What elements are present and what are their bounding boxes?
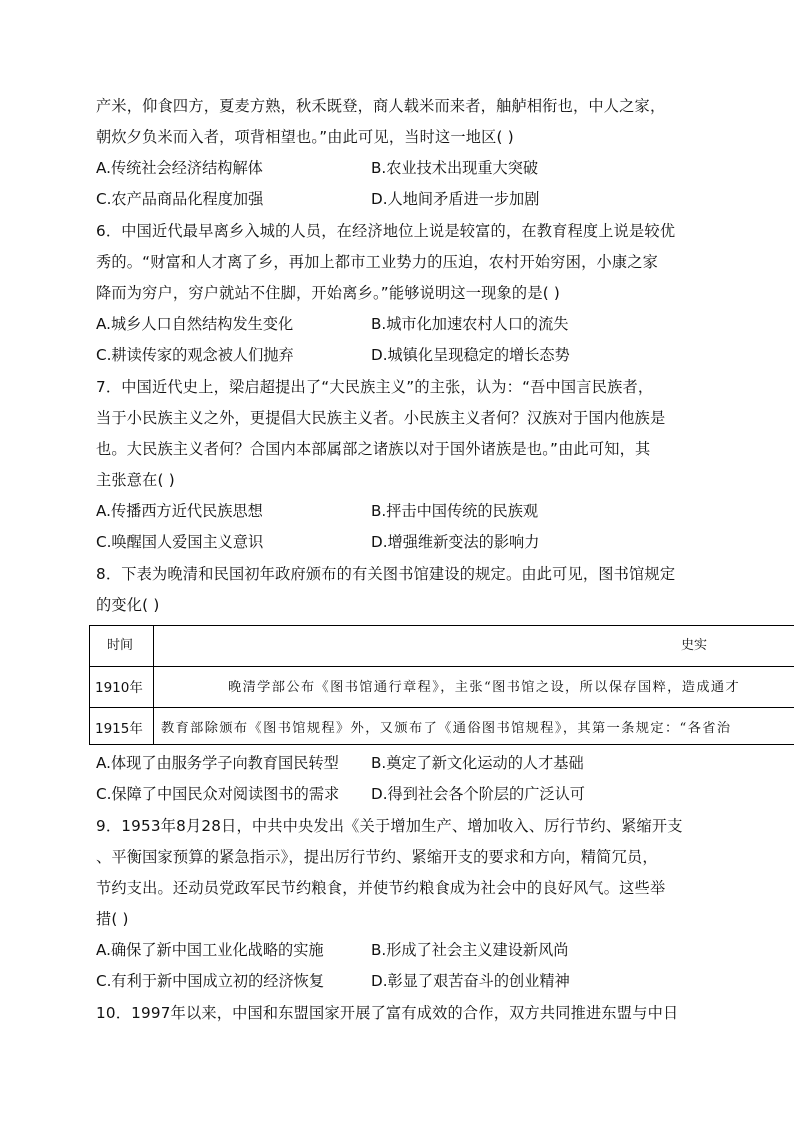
- q8-text-line-2: 的变化( ): [96, 596, 160, 614]
- q9-option-d: D.彰显了艰苦奋斗的创业精神: [371, 972, 570, 990]
- q5-option-a: A.传统社会经济结构解体: [96, 159, 263, 177]
- q6-option-c: C.耕读传家的观念被人们抛弃: [96, 346, 294, 364]
- q8-table: [89, 625, 794, 745]
- table-row-1-fact: 晚清学部公布《图书馆通行章程》，主张“图书馆之设，所以保存国粹，造成通才: [228, 680, 741, 695]
- q6-option-b: B.城市化加速农村人口的流失: [371, 315, 569, 333]
- q5-options-row-2: [96, 188, 776, 210]
- q6-options-row-1: [96, 313, 776, 335]
- q7-text-line-1: 7．中国近代史上，梁启超提出了“大民族主义”的主张，认为：“吾中国言民族者，: [96, 378, 654, 396]
- table-border-row1: [89, 666, 794, 667]
- q8-text-line-1: 8．下表为晚清和民国初年政府颁布的有关图书馆建设的规定。由此可见，图书馆规定: [96, 565, 676, 583]
- table-border-bottom: [89, 744, 794, 745]
- table-row-2-year: 1915年: [95, 721, 143, 737]
- q8-option-c: C.保障了中国民众对阅读图书的需求: [96, 785, 340, 803]
- q9-text-line-3: 节约支出。还动员党政军民节约粮食，并使节约粮食成为社会中的良好风气。这些举: [96, 879, 666, 897]
- q5-text-line-1: 产米，仰食四方，夏麦方熟，秋禾既登，商人载米而来者，舳舻相衔也，中人之家，: [96, 97, 666, 115]
- q9-option-a: A.确保了新中国工业化战略的实施: [96, 941, 324, 959]
- q5-text-line-2: 朝炊夕负米而入者，项背相望也。”由此可见，当时这一地区( ): [96, 128, 514, 146]
- table-border-row2: [89, 707, 794, 708]
- q5-option-b: B.农业技术出现重大突破: [371, 159, 539, 177]
- q8-options-row-1: [96, 752, 776, 774]
- q5-option-c: C.农产品商品化程度加强: [96, 190, 264, 208]
- q6-text-line-2: 秀的。“财富和人才离了乡，再加上都市工业势力的压迫，农村开始穷困，小康之家: [96, 253, 659, 271]
- table-row-1-year: 1910年: [95, 680, 143, 696]
- table-row-2-fact: 教育部除颁布《图书馆规程》外，又颁布了《通俗图书馆规程》，其第一条规定：“各省治: [161, 721, 732, 736]
- q8-option-a: A.体现了由服务学子向教育国民转型: [96, 754, 339, 772]
- q9-options-row-1: [96, 939, 776, 961]
- table-header-fact: 史实: [681, 638, 708, 653]
- q6-option-d: D.城镇化呈现稳定的增长态势: [371, 346, 570, 364]
- table-header-time: 时间: [107, 638, 134, 653]
- q9-option-b: B.形成了社会主义建设新风尚: [371, 941, 569, 959]
- q6-text-line-3: 降而为穷户，穷户就站不住脚，开始离乡。”能够说明这一现象的是( ): [96, 284, 560, 302]
- q6-option-a: A.城乡人口自然结构发生变化: [96, 315, 294, 333]
- q9-option-c: C.有利于新中国成立初的经济恢复: [96, 972, 325, 990]
- q10-text-line-1: 10．1997年以来，中国和东盟国家开展了富有成效的合作，双方共同推进东盟与中日: [96, 1004, 679, 1022]
- q7-text-line-2: 当于小民族主义之外，更提倡大民族主义者。小民族主义者何？汉族对于国内他族是: [96, 409, 666, 427]
- q7-option-b: B.抨击中国传统的民族观: [371, 502, 539, 520]
- q6-options-row-2: [96, 344, 776, 366]
- q7-options-row-2: [96, 531, 776, 553]
- q9-text-line-1: 9．1953年8月28日，中共中央发出《关于增加生产、增加收入、厉行节约、紧缩开支: [96, 817, 683, 835]
- q7-option-a: A.传播西方近代民族思想: [96, 502, 263, 520]
- q8-option-b: B.奠定了新文化运动的人才基础: [371, 754, 584, 772]
- q9-options-row-2: [96, 970, 776, 992]
- q8-options-row-2: [96, 783, 776, 805]
- table-border-top: [89, 625, 794, 626]
- q9-text-line-2: 、平衡国家预算的紧急指示》，提出厉行节约、紧缩开支的要求和方向，精简冗员，: [96, 848, 658, 866]
- q5-option-d: D.人地间矛盾进一步加剧: [371, 190, 540, 208]
- q7-option-c: C.唤醒国人爱国主义意识: [96, 533, 264, 551]
- q7-text-line-4: 主张意在( ): [96, 471, 175, 489]
- q7-option-d: D.增强维新变法的影响力: [371, 533, 540, 551]
- q7-options-row-1: [96, 500, 776, 522]
- q9-text-line-4: 措( ): [96, 910, 129, 928]
- q7-text-line-3: 也。大民族主义者何？合国内本部属部之诸族以对于国外诸族是也。”由此可知，其: [96, 440, 651, 458]
- table-border-left: [89, 625, 90, 745]
- q6-text-line-1: 6．中国近代最早离乡入城的人员，在经济地位上说是较富的，在教育程度上说是较优: [96, 222, 676, 240]
- table-border-divider: [153, 625, 154, 745]
- q5-options-row-1: [96, 157, 776, 179]
- q8-option-d: D.得到社会各个阶层的广泛认可: [371, 785, 585, 803]
